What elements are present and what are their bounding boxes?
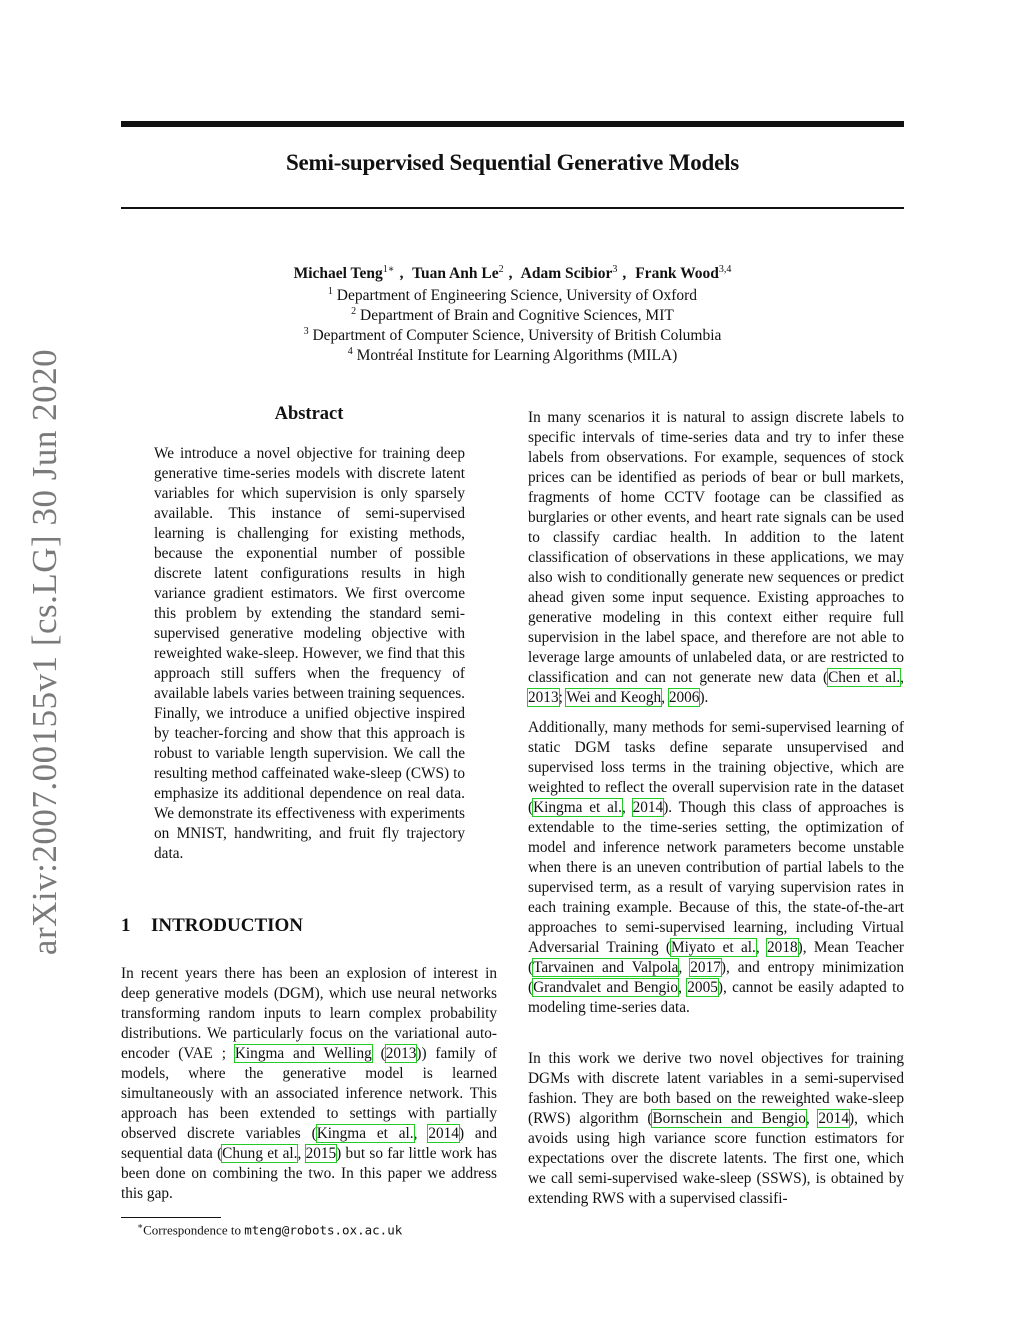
citation-link[interactable]: Grandvalet and Bengio bbox=[533, 979, 679, 996]
affiliation: $^1$ Department of Engineering Science, University of Oxford bbox=[327, 286, 698, 305]
citation-link[interactable]: Bornschein and Bengio bbox=[652, 1110, 806, 1127]
author-affiliation-mark: 1∗ bbox=[382, 264, 395, 275]
paper-title: Semi-supervised Sequential Generative Models bbox=[285, 150, 740, 175]
citation-link[interactable]: Kingma et al. bbox=[316, 1125, 414, 1142]
citation-link[interactable]: 2005 bbox=[687, 979, 718, 996]
citation-link[interactable]: 2014 bbox=[428, 1125, 459, 1142]
abstract-heading: Abstract bbox=[274, 404, 344, 424]
title-rule bbox=[121, 207, 904, 209]
citation-link[interactable]: Chung et al. bbox=[222, 1145, 298, 1162]
citation-link[interactable]: Chen et al. bbox=[828, 669, 901, 686]
citation-link[interactable]: 2006 bbox=[668, 689, 700, 706]
author-affiliation-mark: 2 bbox=[498, 264, 504, 275]
footnote-mark: ∗ bbox=[137, 1221, 144, 1231]
author-affiliation-mark: 3 bbox=[612, 264, 618, 275]
body-paragraph: Additionally, many methods for semi-supervised learning of static DGM tasks define separate unsupervised and supervised loss terms in the training objective, which are weighted to reflect the overall supervision rate in the dataset (Kingma et al., 2014). Though this class of approaches is extendable to the time-series setting, the optimization of model and inference network parameters become unstable when there is an uneven contribution of partial labels to the supervised term, as a result of varying supervision rates in each training example. Because of this, the state-of-the-art approaches to semi-supervised learning, including Virtual Adversarial Training (Miyato et al., 2018), Mean Teacher (Tarvainen and Valpola, 2017), and entropy minimization (Grandvalet and Bengio, 2005), cannot be easily adapted to modeling time-series data. bbox=[528, 719, 905, 1016]
citation-link[interactable]: 2015 bbox=[305, 1145, 337, 1162]
citation-link[interactable]: 2018 bbox=[767, 939, 798, 956]
top-rule bbox=[121, 121, 904, 127]
citation-link[interactable]: 2014 bbox=[632, 799, 664, 816]
section-heading-introduction bbox=[121, 915, 303, 937]
affiliation: $^3$ Department of Computer Science, University of British Columbia bbox=[303, 326, 722, 345]
author-name: Michael Teng bbox=[293, 265, 383, 283]
author-name: Tuan Anh Le bbox=[412, 265, 499, 283]
author-name: Frank Wood bbox=[635, 265, 719, 283]
citation-link[interactable]: Wei and Keogh bbox=[566, 689, 662, 706]
email-link[interactable]: mteng@robots.ox.ac.uk bbox=[244, 1222, 403, 1238]
citation-link[interactable]: Kingma et al. bbox=[533, 799, 622, 816]
citation-link[interactable]: Tarvainen and Valpola bbox=[533, 959, 679, 976]
citation-link[interactable]: Kingma and Welling bbox=[234, 1045, 372, 1062]
section-title: INTRODUCTION bbox=[151, 915, 304, 936]
section-number: 1 bbox=[121, 915, 131, 936]
citation-link[interactable]: Miyato et al. bbox=[671, 939, 756, 956]
citation-link[interactable]: 2013 bbox=[528, 689, 559, 706]
intro-paragraph: In recent years there has been an explosion of interest in deep generative models (DGM), which use neural networks transforming random inputs to learn complex probability distributions. We particularly focus on the variational auto-encoder (VAE ; Kingma and Welling (2013)) family of models, where the generative model is learned simultaneously with an associated inference network. This approach has been extended to settings with partially observed discrete variables (Kingma et al., 2014) and sequential data (Chung et al., 2015) but so far little work has been done on combining the two. In this paper we address this gap. bbox=[121, 965, 497, 1202]
citation-link[interactable]: 2013 bbox=[385, 1045, 417, 1062]
affiliation: $^2$ Department of Brain and Cognitive Sciences, MIT bbox=[351, 306, 674, 325]
footnote bbox=[137, 1221, 402, 1238]
author-name: Adam Scibior bbox=[520, 265, 613, 283]
footnote-rule bbox=[121, 1217, 221, 1218]
affiliation: $^4$ Montréal Institute for Learning Algorithms (MILA) bbox=[347, 346, 678, 365]
author-list: Michael Teng$^{1∗}$ , Tuan Anh Le$^2$ , Adam Scibior$^3$ , Frank Wood$^{3,4}$ bbox=[293, 264, 732, 283]
footnote-text: Correspondence to bbox=[143, 1222, 245, 1238]
arxiv-stamp: arXiv:2007.00155v1 [cs.LG] 30 Jun 2020 bbox=[25, 348, 64, 956]
body-paragraph: In many scenarios it is natural to assign discrete labels to specific intervals of time-series data and try to infer these labels from observations. For example, sequences of stock prices can be identified as periods of bear or bull markets, fragments of home CCTV footage can be classified as burglaries or other events, and heart rate signals can be used to classify cardiac health. In addition to the latent classification of observations in these applications, we may also wish to conditionally generate new sequences or predict ahead given some input sequence. Existing approaches to generative modeling in this context either require full supervision in the label space, and therefore are not able to leverage large amounts of unlabeled data, or are restricted to classification and can not generate new data (Chen et al., 2013; Wei and Keogh, 2006). bbox=[528, 409, 904, 706]
author-affiliation-mark: 3,4 bbox=[718, 264, 732, 275]
citation-link[interactable]: 2014 bbox=[818, 1110, 849, 1127]
citation-link[interactable]: 2017 bbox=[690, 959, 721, 976]
body-paragraph: In this work we derive two novel objectives for training DGMs with discrete latent variables in a semi-supervised fashion. They are both based on the reweighted wake-sleep (RWS) algorithm (Bornschein and Bengio, 2014), which avoids using high variance score function estimators for expectations over the discrete latents. The first one, which we call semi-supervised wake-sleep (SSWS), is obtained by extending RWS with a supervised classifi- bbox=[528, 1050, 904, 1207]
abstract-text: We introduce a novel objective for training deep generative time-series models with discrete latent variables for which supervision is only sparsely available. This instance of semi-supervised learning is challenging for existing methods, because the exponential number of possible discrete latent configurations results in high variance gradient estimators. We first overcome this problem by extending the standard semi-supervised generative modeling objective with reweighted wake-sleep. However, we find that this approach still suffers when the frequency of available labels varies between training sequences. Finally, we introduce a unified objective inspired by teacher-forcing and show that this approach is robust to variable length supervision. We call the resulting method caffeinated wake-sleep (CWS) to emphasize its additional dependence on real data. We demonstrate its effectiveness with experiments on MNIST, handwriting, and fruit fly trajectory data. bbox=[154, 445, 465, 862]
